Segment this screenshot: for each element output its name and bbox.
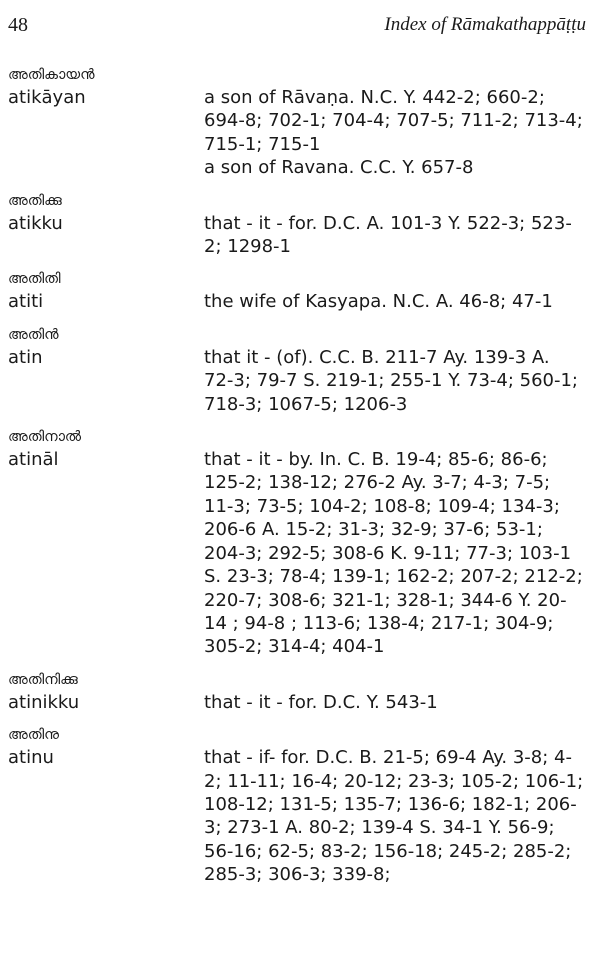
definition-line: the wife of Kasyapa. N.C. A. 46-8; 47-1 — [204, 291, 553, 313]
definition-line: 715-1; 715-1 — [204, 133, 321, 155]
definition-line: 694-8; 702-1; 704-4; 707-5; 711-2; 713-4; — [204, 110, 583, 132]
entry-row — [8, 212, 586, 259]
index-entry — [8, 190, 586, 259]
transliterated-headword: atikku — [8, 212, 63, 234]
definition-line: 14 ; 94-8 ; 113-6; 138-4; 217-1; 304-9; — [204, 612, 554, 634]
definition — [204, 86, 586, 180]
definition-line: 718-3; 1067-5; 1206-3 — [204, 393, 408, 415]
transliterated-headword: atinu — [8, 747, 54, 769]
entry-row — [8, 448, 586, 659]
entry-row — [8, 346, 586, 416]
malayalam-headword: അതിതി — [8, 271, 61, 288]
index-entry — [8, 426, 586, 659]
entry-row — [8, 691, 586, 714]
definition-line: 125-2; 138-12; 276-2 Ay. 3-7; 4-3; 7-5; — [204, 472, 551, 494]
index-entry — [8, 324, 586, 416]
page-number: 48 — [8, 14, 28, 36]
entry-row — [8, 290, 586, 313]
entry-row — [8, 86, 586, 180]
transliterated-headword: atin — [8, 346, 43, 368]
index-entry — [8, 669, 586, 714]
definition — [204, 346, 586, 416]
definition-line: 220-7; 308-6; 321-1; 328-1; 344-6 Y. 20- — [204, 589, 567, 611]
definition-line: that - it - by. In. C. B. 19-4; 85-6; 86-6; — [204, 449, 548, 471]
entry-row — [8, 746, 586, 886]
malayalam-headword: അതികായൻ — [8, 67, 95, 83]
malayalam-headword: അതിക്കു — [8, 192, 62, 209]
definition-line: 305-2; 314-4; 404-1 — [204, 636, 385, 658]
index-entry — [8, 724, 586, 886]
definition-line: 206-6 A. 15-2; 31-3; 32-9; 37-6; 53-1; — [204, 519, 543, 541]
definition-line: that - if- for. D.C. B. 21-5; 69-4 Ay. 3-8; 4- — [204, 747, 572, 769]
definition — [204, 448, 586, 659]
definition-line: a son of Ravana. C.C. Y. 657-8 — [204, 157, 474, 179]
malayalam-headword: അതിനിക്കു — [8, 671, 78, 688]
definition-line: 11-3; 73-5; 104-2; 108-8; 109-4; 134-3; — [204, 495, 560, 517]
definition — [204, 212, 586, 259]
index-entries — [8, 64, 586, 897]
page-header — [8, 14, 586, 40]
definition-line: 285-3; 306-3; 339-8; — [204, 864, 391, 886]
definition-line: 108-12; 131-5; 135-7; 136-6; 182-1; 206- — [204, 793, 577, 815]
definition-line: 3; 273-1 A. 80-2; 139-4 S. 34-1 Y. 56-9; — [204, 817, 555, 839]
transliterated-headword: atikāyan — [8, 87, 86, 108]
definition — [204, 290, 586, 313]
malayalam-headword: അതിനാൽ — [8, 429, 82, 446]
definition-line: 2; 11-11; 16-4; 20-12; 23-3; 105-2; 106-1; — [204, 770, 584, 792]
running-title: Index of Rāmakathappāṭṭu — [384, 14, 586, 35]
definition-line: 56-16; 62-5; 83-2; 156-18; 245-2; 285-2; — [204, 840, 572, 862]
definition-line: 72-3; 79-7 S. 219-1; 255-1 Y. 73-4; 560-1; — [204, 370, 578, 392]
definition — [204, 691, 586, 714]
definition — [204, 746, 586, 886]
definition-line: 2; 1298-1 — [204, 236, 291, 258]
definition-line: that - it - for. D.C. A. 101-3 Y. 522-3; 523- — [204, 212, 572, 234]
index-entry — [8, 268, 586, 313]
transliterated-headword: atiti — [8, 291, 44, 313]
index-entry — [8, 64, 586, 180]
definition-line: a son of Rāvaṇa. N.C. Y. 442-2; 660-2; — [204, 87, 545, 108]
transliterated-headword: atināl — [8, 449, 59, 471]
malayalam-headword: അതിൻ — [8, 326, 59, 343]
transliterated-headword: atinikku — [8, 691, 80, 713]
definition-line: that - it - for. D.C. Y. 543-1 — [204, 691, 438, 713]
definition-line: that it - (of). C.C. B. 211-7 Ay. 139-3 A. — [204, 346, 550, 368]
malayalam-headword: അതിനു — [8, 727, 60, 744]
definition-line: 204-3; 292-5; 308-6 K. 9-11; 77-3; 103-1 — [204, 542, 572, 564]
definition-line: S. 23-3; 78-4; 139-1; 162-2; 207-2; 212-2; — [204, 566, 583, 588]
